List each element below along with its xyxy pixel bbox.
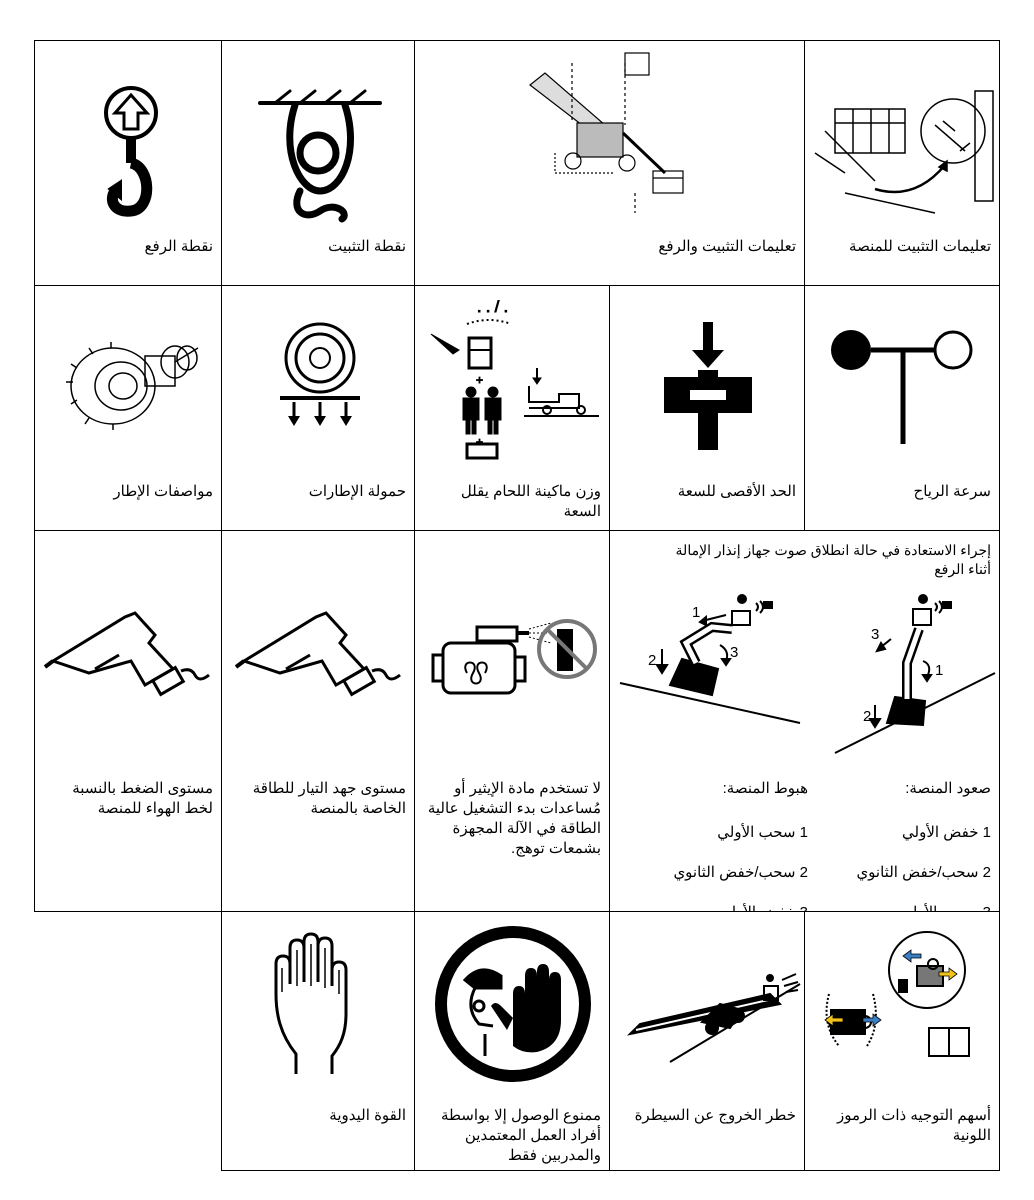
cell-tie-down-point: [221, 40, 415, 286]
cell-lifting-point: [34, 40, 222, 286]
cell-color-coded-arrows: [804, 911, 1000, 1171]
downhill-step-2: 2 سحب/خفض الثانوي: [673, 864, 808, 881]
welder-icon: [429, 298, 599, 458]
tie-down-icon: [260, 91, 380, 231]
tilt-recovery-uphill-icon: [825, 593, 995, 753]
drive-steer-icon: [825, 924, 985, 1064]
no-access-icon: [435, 926, 591, 1082]
tie-down-diagram-icon: [525, 53, 685, 223]
cell-welder-weight: [414, 285, 610, 531]
fig-number-3: 3: [730, 644, 739, 661]
wind-speed-label: سرعة الرياح: [913, 483, 991, 500]
svg-text:. . / .: . . / .: [477, 299, 509, 316]
hand-force-label: القوة اليدوية: [329, 1107, 406, 1124]
fig-number-1: 1: [692, 604, 701, 621]
max-capacity-label: الحد الأقصى للسعة: [677, 483, 796, 500]
air-pressure-label: مستوى الضغط بالنسبة لخط الهواء للمنصة: [72, 780, 213, 817]
svg-text:+: +: [476, 373, 484, 387]
downhill-step-1: 1 سحب الأولي: [717, 824, 808, 841]
tie-down-point-label: نقطة التثبيت: [328, 238, 406, 255]
wind-speed-icon: [827, 326, 977, 446]
no-ether-icon: [433, 613, 597, 703]
svg-text:+: +: [476, 435, 484, 449]
runaway-hazard-label: خطر الخروج عن السيطرة: [634, 1107, 796, 1124]
no-access-label: ممنوع الوصول إلا بواسطة أفراد العمل المعتمدين والمدربين فقط: [440, 1107, 601, 1164]
lift-hook-icon: [101, 83, 161, 233]
fig-number-2: 2: [648, 652, 657, 669]
tire-load-icon: [280, 322, 360, 452]
fig-number-1b: 1: [935, 662, 944, 679]
power-tool-icon: [236, 603, 406, 703]
cell-tire-load: [221, 285, 415, 531]
cell-max-capacity: [609, 285, 805, 531]
platform-uphill-title: صعود المنصة:: [905, 780, 991, 797]
tire-load-label: حمولة الإطارات: [308, 483, 406, 500]
cell-wind-speed: [804, 285, 1000, 531]
cell-platform-power: [221, 530, 415, 912]
max-capacity-icon: [662, 322, 754, 452]
platform-downhill-title: هبوط المنصة:: [722, 780, 808, 797]
cell-platform-tie-down: [804, 40, 1000, 286]
cell-no-access: [414, 911, 610, 1171]
cell-no-ether: [414, 530, 610, 912]
hand-icon: [270, 934, 370, 1084]
tilt-recovery-downhill-icon: [620, 593, 800, 723]
cell-air-pressure: [34, 530, 222, 912]
platform-tie-down-icon: [815, 81, 995, 221]
fig-number-3b: 3: [871, 626, 880, 643]
fig-number-2b: 2: [863, 708, 872, 725]
air-line-icon: [45, 603, 215, 703]
cell-tilt-recovery: [609, 530, 1000, 912]
platform-tie-down-label: تعليمات التثبيت للمنصة: [849, 238, 991, 255]
tie-down-lifting-label: تعليمات التثبيت والرفع: [658, 238, 796, 255]
color-coded-arrows-label: أسهم التوجيه ذات الرموز اللونية: [837, 1107, 991, 1144]
runaway-icon: [620, 964, 800, 1064]
tire-specs-label: مواصفات الإطار: [113, 483, 213, 500]
welder-weight-label: وزن ماكينة اللحام يقلل السعة: [460, 483, 601, 520]
tire-icon: [63, 328, 203, 428]
no-ether-label: لا تستخدم مادة الإيثير أو مُساعدات بدء التشغيل عالية الطاقة في الآلة المجهزة بشمعات توهج.: [427, 780, 601, 857]
cell-tie-down-lifting: [414, 40, 805, 286]
uphill-step-1: 1 خفض الأولي: [902, 824, 991, 841]
uphill-step-2: 2 سحب/خفض الثانوي: [856, 864, 991, 881]
cell-hand-force: [221, 911, 415, 1171]
cell-tire-specs: [34, 285, 222, 531]
cell-runaway-hazard: [609, 911, 805, 1171]
lifting-point-label: نقطة الرفع: [144, 238, 213, 255]
tilt-recovery-title: إجراء الاستعادة في حالة انطلاق صوت جهاز إنذار الإمالة أثناء الرفع: [675, 542, 991, 577]
platform-power-label: مستوى جهد التيار للطاقة الخاصة بالمنصة: [252, 780, 406, 817]
